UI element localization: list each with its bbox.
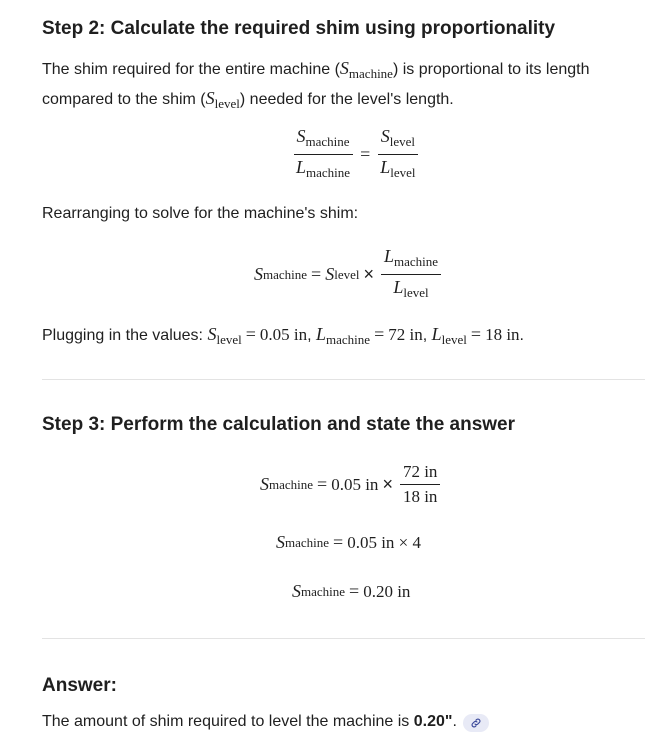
- calculation-equation-3: S machine = 0.20 in: [292, 581, 411, 601]
- calculation-equation-1: S machine = 0.05 in × $\frac{72 in}{18 in}$: [260, 462, 443, 507]
- answer-text: The amount of shim required to level the machine is 0.20".: [42, 709, 632, 734]
- rearranged-equation: S machine = S level × $\frac{L_{machine}}{L_{level}}$: [254, 246, 444, 303]
- step2-heading: Step 2: Calculate the required shim using proportionality: [42, 18, 556, 39]
- plugging-values: Plugging in the values: $S_{level} = 0.05$ in, $L_{machine} = 72$ in, $L_{level} = 18$ in.: [42, 324, 524, 347]
- fraction-machine: $\frac{S_{machine}}{L_{machine}}$: [293, 126, 353, 183]
- fraction-level: $\frac{S_{level}}{L_{level}}$: [377, 126, 418, 183]
- answer-value: 0.20": [413, 713, 453, 730]
- fraction-values: $\frac{72 in}{18 in}$: [400, 462, 440, 507]
- rearrange-text: Rearranging to solve for the machine's shim:: [42, 205, 359, 222]
- divider: [42, 379, 645, 380]
- calculation-equation-2: S machine = 0.05 in × 4: [276, 532, 422, 552]
- divider: [42, 638, 645, 639]
- step3-heading: Step 3: Perform the calculation and state the answer: [42, 414, 516, 435]
- link-icon[interactable]: [463, 714, 489, 732]
- answer-heading: Answer:: [42, 675, 117, 696]
- fraction-length-ratio: $\frac{L_{machine}}{L_{level}}$: [381, 246, 441, 303]
- proportion-equation: $\frac{S_{machine}}{L_{machine}}$ = $\frac{S_{level}}{L_{level}}$: [290, 126, 422, 183]
- step2-intro: The shim required for the entire machine $(S_{machine})$ is proportional to its length compared to the shim $(S_{level})$ needed for the level's length.: [42, 58, 590, 111]
